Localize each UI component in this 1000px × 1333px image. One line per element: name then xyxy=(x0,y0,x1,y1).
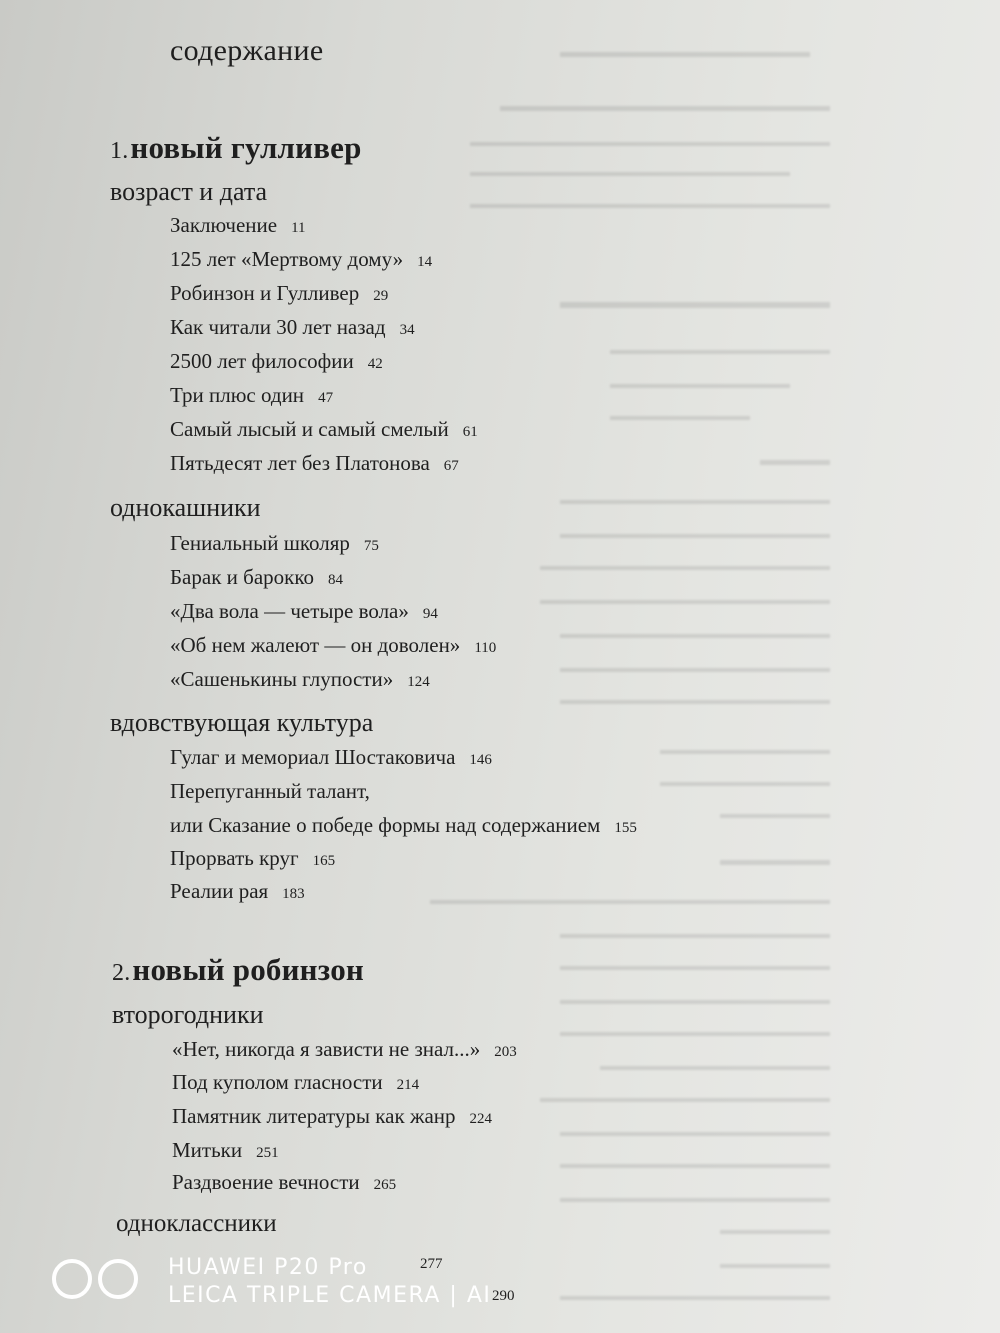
toc-entry xyxy=(170,247,432,272)
toc-entry xyxy=(172,1037,517,1062)
part-heading xyxy=(110,130,362,166)
entry-page: 155 xyxy=(614,820,637,836)
entry-title: Раздвоение вечности xyxy=(172,1170,360,1194)
entry-page: 277 xyxy=(420,1256,443,1272)
entry-page: 29 xyxy=(373,288,389,304)
entry-title: «Нет, никогда я зависти не знал...» xyxy=(172,1037,481,1061)
toc-entry xyxy=(170,383,333,408)
entry-title: Как читали 30 лет назад xyxy=(170,315,386,339)
entry-title: Самый лысый и самый смелый xyxy=(170,417,449,441)
entry-title: Робинзон и Гулливер xyxy=(170,281,360,305)
page-title: содержание xyxy=(170,34,324,67)
entry-title: 2500 лет философии xyxy=(170,349,354,373)
entry-page: 47 xyxy=(318,390,334,406)
entry-title: «Сашенькины глупости» xyxy=(170,667,394,691)
part-number: 1. xyxy=(110,138,129,164)
part-heading xyxy=(112,952,364,988)
section-heading: вдовствующая культура xyxy=(110,708,374,737)
toc-entry xyxy=(172,1070,419,1095)
entry-title: Митьки xyxy=(172,1138,243,1162)
entry-title: Гениальный школяр xyxy=(170,531,350,555)
entry-page: 61 xyxy=(462,424,478,440)
toc-entry xyxy=(170,281,388,306)
toc-entry xyxy=(172,1138,279,1163)
part-title: новый робинзон xyxy=(132,952,364,987)
entry-title: Гулаг и мемориал Шостаковича xyxy=(170,745,456,769)
entry-title: Прорвать круг xyxy=(170,846,299,870)
camera-watermark xyxy=(48,1255,608,1315)
entry-page: 84 xyxy=(328,572,343,588)
toc-entry xyxy=(170,349,383,374)
entry-page: 67 xyxy=(443,458,459,474)
entry-page: 42 xyxy=(367,356,383,372)
toc-entry xyxy=(170,846,335,871)
part-title: новый гулливер xyxy=(130,130,362,165)
entry-page: 224 xyxy=(469,1111,493,1127)
leica-lens-circles-icon xyxy=(48,1255,148,1301)
toc-entry xyxy=(170,779,370,804)
entry-page: 14 xyxy=(417,254,433,270)
entry-page: 110 xyxy=(474,640,497,656)
entry-page: 203 xyxy=(494,1044,517,1060)
section-heading: второгодники xyxy=(112,1000,264,1029)
entry-title: Три плюс один xyxy=(170,383,305,407)
entry-page: 11 xyxy=(291,220,306,236)
toc-entry xyxy=(170,667,430,692)
toc-entry xyxy=(170,565,343,590)
entry-title: Перепуганный талант, xyxy=(170,779,370,803)
entry-title: Заключение xyxy=(170,213,278,237)
toc-entry xyxy=(170,599,438,624)
toc-entry xyxy=(170,633,496,658)
entry-title: «Два вола — четыре вола» xyxy=(170,599,409,623)
toc-entry xyxy=(170,213,306,238)
toc-entry xyxy=(172,1170,396,1195)
entry-title: или Сказание о победе формы над содержанием xyxy=(170,813,601,837)
entry-title: Пятьдесят лет без Платонова xyxy=(170,451,430,475)
watermark-camera: LEICA TRIPLE CAMERA | AI xyxy=(168,1283,492,1308)
section-heading: одноклассники xyxy=(116,1210,277,1237)
toc-entry xyxy=(170,879,305,904)
toc-entry xyxy=(172,1104,492,1129)
toc-entry xyxy=(170,417,478,442)
entry-title: Под куполом гласности xyxy=(172,1070,383,1094)
toc-entry xyxy=(170,813,637,838)
entry-title: Реалии рая xyxy=(170,879,269,903)
toc-entry xyxy=(170,531,379,556)
toc-entry xyxy=(170,451,459,476)
entry-title: Барак и барокко xyxy=(170,565,314,589)
toc-entry xyxy=(170,315,415,340)
entry-page: 214 xyxy=(396,1077,420,1093)
section-heading: однокашники xyxy=(110,493,261,522)
entry-page: 265 xyxy=(373,1177,397,1193)
toc-entry xyxy=(170,745,492,770)
watermark-model: HUAWEI P20 Pro xyxy=(168,1255,368,1280)
entry-title: «Об нем жалеют — он доволен» xyxy=(170,633,461,657)
entry-page: 251 xyxy=(256,1145,279,1161)
entry-title: Памятник литературы как жанр xyxy=(172,1104,456,1128)
entry-page: 94 xyxy=(422,606,438,622)
entry-page: 165 xyxy=(312,853,336,869)
entry-page: 34 xyxy=(399,322,415,338)
entry-page: 183 xyxy=(282,886,305,902)
entry-page: 124 xyxy=(407,674,430,690)
entry-page: 146 xyxy=(469,752,492,768)
part-number: 2. xyxy=(112,960,131,986)
section-heading: возраст и дата xyxy=(110,177,268,206)
entry-page: 75 xyxy=(363,538,379,554)
entry-title: 125 лет «Мертвому дому» xyxy=(170,247,404,271)
entry-page: 290 xyxy=(492,1288,515,1304)
